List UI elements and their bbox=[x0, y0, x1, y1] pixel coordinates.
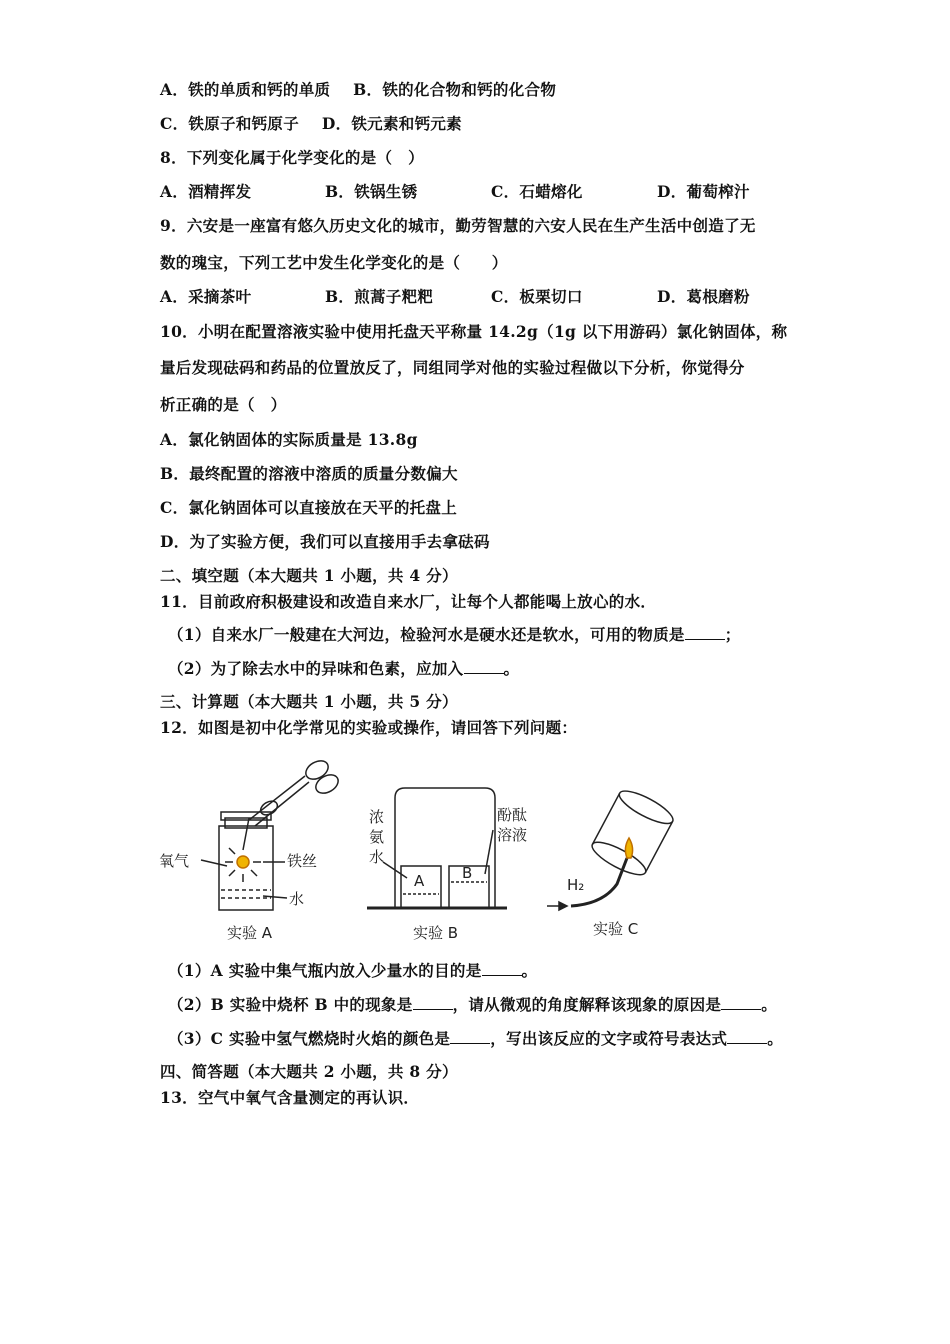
beaker-c-side-1 bbox=[592, 793, 619, 844]
q7-option-b: B．铁的化合物和钙的化合物 bbox=[353, 80, 557, 99]
beaker-b-label: B bbox=[462, 864, 473, 882]
ammonia-label-3: 水 bbox=[369, 848, 385, 866]
q7-option-c: C．铁原子和钙原子 bbox=[160, 114, 300, 133]
bell-jar bbox=[395, 788, 495, 908]
q11-part2-text: （2）为了除去水中的异味和色素，应加入 bbox=[168, 659, 464, 678]
q8-option-a: A．酒精挥发 bbox=[160, 182, 252, 201]
q12-part3 bbox=[168, 1027, 783, 1049]
q12-part2-end: 。 bbox=[761, 995, 777, 1014]
q9-option-d: D．葛根磨粉 bbox=[657, 287, 750, 306]
q11-part2 bbox=[168, 657, 519, 679]
beaker-c-bottom bbox=[615, 785, 675, 829]
spark-ray-5 bbox=[229, 870, 235, 876]
q12-part1-blank[interactable] bbox=[482, 961, 522, 976]
phenol-label-2: 溶液 bbox=[497, 826, 528, 844]
section-4-heading: 四、简答题（本大题共 2 小题，共 8 分） bbox=[160, 1062, 458, 1081]
q12-part1 bbox=[168, 959, 537, 981]
q8-option-c: C．石蜡熔化 bbox=[491, 182, 583, 201]
q12-part1-end: 。 bbox=[521, 961, 538, 980]
q10-stem-line3: 析正确的是（ ） bbox=[160, 395, 287, 414]
q13-stem: 13．空气中氧气含量测定的再认识． bbox=[160, 1088, 420, 1107]
iron-wire-label: 铁丝 bbox=[287, 852, 318, 870]
q9-stem-line2: 数的瑰宝，下列工艺中发生化学变化的是（ ） bbox=[160, 253, 508, 272]
q10-option-c: C．氯化钠固体可以直接放在天平的托盘上 bbox=[160, 498, 458, 517]
q9-option-c: C．板栗切口 bbox=[491, 287, 583, 306]
flame bbox=[625, 838, 632, 858]
q11-part2-blank[interactable] bbox=[464, 659, 504, 674]
beaker-c-mouth bbox=[588, 836, 649, 880]
q7-options-row1 bbox=[160, 78, 556, 100]
q12-part2-blank1[interactable] bbox=[413, 995, 453, 1010]
tong-joint bbox=[258, 798, 280, 817]
beaker-c-side-2 bbox=[645, 821, 672, 872]
q12-part2-mid: ，请从微观的角度解释该现象的原因是 bbox=[452, 995, 722, 1014]
q8-option-d: D．葡萄榨汁 bbox=[657, 182, 750, 201]
q12-part3-blank1[interactable] bbox=[450, 1029, 490, 1044]
experiment-a-caption: 实验 A bbox=[227, 924, 273, 942]
experiment-a-diagram bbox=[201, 758, 341, 910]
q7-option-a: A．铁的单质和钙的单质 bbox=[160, 80, 331, 99]
section-2-heading: 二、填空题（本大题共 1 小题，共 4 分） bbox=[160, 566, 458, 585]
q12-part1-text: （1）A 实验中集气瓶内放入少量水的目的是 bbox=[168, 961, 482, 980]
ammonia-label-2: 氨 bbox=[369, 828, 385, 846]
q11-part1-end: ； bbox=[724, 625, 741, 644]
q12-stem: 12．如图是初中化学常见的实验或操作，请回答下列问题： bbox=[160, 718, 578, 737]
q11-part1-blank[interactable] bbox=[685, 625, 725, 640]
q12-part3-text: （3）C 实验中氢气燃烧时火焰的颜色是 bbox=[168, 1029, 451, 1048]
experiment-b-caption: 实验 B bbox=[413, 924, 459, 942]
q12-part2 bbox=[168, 993, 777, 1015]
tong-handle-1 bbox=[303, 758, 332, 783]
q11-part1 bbox=[168, 623, 741, 645]
q11-part2-end: 。 bbox=[503, 659, 520, 678]
tong-arm-1 bbox=[249, 776, 305, 820]
q10-stem-line1: 10．小明在配置溶液实验中使用托盘天平称量 14.2g（1g 以下用游码）氯化钠固体，称 bbox=[160, 322, 788, 341]
q11-stem: 11．目前政府积极建设和改造自来水厂，让每个人都能喝上放心的水． bbox=[160, 592, 657, 611]
q7-options-row2 bbox=[160, 112, 462, 134]
tong-handle-2 bbox=[313, 771, 342, 797]
spark-ray-3 bbox=[229, 848, 235, 854]
iron-wire bbox=[243, 818, 249, 850]
phenol-label-1: 酚酞 bbox=[497, 806, 528, 824]
q10-option-d: D．为了实验方便，我们可以直接用手去拿砝码 bbox=[160, 532, 490, 551]
beaker-a-label: A bbox=[414, 872, 425, 890]
q11-part1-text: （1）自来水厂一般建在大河边，检验河水是硬水还是软水，可用的物质是 bbox=[168, 625, 685, 644]
q9-stem-line1: 9．六安是一座富有悠久历史文化的城市，勤劳智慧的六安人民在生产生活中创造了无 bbox=[160, 216, 756, 235]
oxygen-label: 氧气 bbox=[159, 852, 190, 870]
spark-center bbox=[237, 856, 249, 868]
h2-arrow-head bbox=[559, 902, 567, 910]
q12-part2-blank2[interactable] bbox=[721, 995, 761, 1010]
q12-part2-text: （2）B 实验中烧杯 B 中的现象是 bbox=[168, 995, 413, 1014]
experiment-b-diagram bbox=[367, 788, 507, 908]
q10-option-b: B．最终配置的溶液中溶质的质量分数偏大 bbox=[160, 464, 458, 483]
experiment-c-caption: 实验 C bbox=[593, 920, 639, 938]
water-label-a: 水 bbox=[289, 890, 305, 908]
q12-part3-blank2[interactable] bbox=[727, 1029, 767, 1044]
q7-option-d: D．铁元素和钙元素 bbox=[321, 114, 462, 133]
oxygen-pointer bbox=[201, 860, 227, 866]
q12-experiment-figure bbox=[155, 758, 675, 948]
spark-ray-4 bbox=[251, 870, 257, 876]
q12-part3-mid: ，写出该反应的文字或符号表达式 bbox=[490, 1029, 728, 1048]
q9-option-a: A．采摘茶叶 bbox=[160, 287, 252, 306]
q8-option-b: B．铁锅生锈 bbox=[325, 182, 418, 201]
q8-stem: 8．下列变化属于化学变化的是（ ） bbox=[160, 148, 424, 167]
q10-stem-line2: 量后发现砝码和药品的位置放反了，同组同学对他的实验过程做以下分析，你觉得分 bbox=[160, 358, 745, 377]
q12-part3-end: 。 bbox=[767, 1029, 784, 1048]
section-3-heading: 三、计算题（本大题共 1 小题，共 5 分） bbox=[160, 692, 458, 711]
ammonia-label-1: 浓 bbox=[369, 808, 385, 826]
q10-option-a: A．氯化钠固体的实际质量是 13.8g bbox=[160, 430, 418, 449]
h2-label: H₂ bbox=[567, 876, 585, 894]
q9-option-b: B．煎蒿子粑粑 bbox=[325, 287, 434, 306]
